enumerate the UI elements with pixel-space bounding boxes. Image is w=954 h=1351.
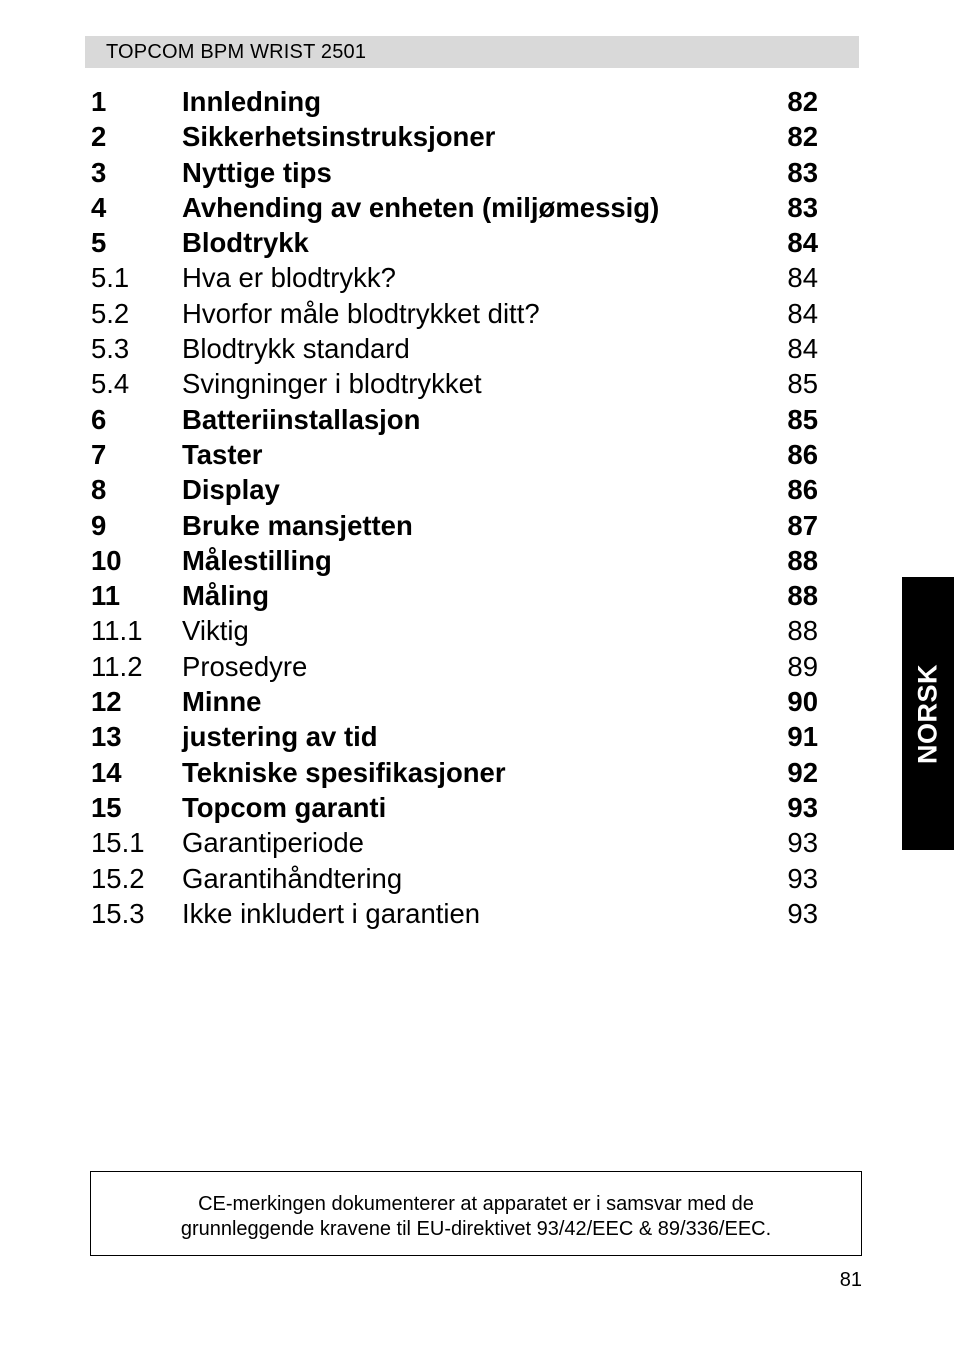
toc-entry-title: Taster [182, 438, 263, 470]
toc-entry-page: 92 [787, 756, 818, 788]
toc-entry-title: Prosedyre [182, 650, 308, 682]
toc-entry[interactable] [0, 84, 954, 119]
toc-entry-number: 12 [91, 686, 122, 718]
toc-entry-number: 1 [91, 86, 107, 117]
toc-entry-title: Bruke mansjetten [182, 509, 413, 541]
toc-entry-title: justering av tid [182, 721, 378, 753]
toc-entry-title: Garantiperiode [182, 827, 364, 859]
toc-entry[interactable] [0, 508, 954, 543]
toc-entry-number: 4 [91, 191, 107, 223]
toc-entry-title: Viktig [182, 615, 249, 647]
toc-entry-page: 85 [787, 368, 818, 400]
toc-entry-page: 83 [787, 191, 818, 223]
toc-entry-number: 7 [91, 438, 107, 470]
toc-entry-number: 11.1 [91, 615, 143, 647]
toc-entry-number: 8 [91, 474, 107, 506]
toc-entry-page: 88 [787, 544, 818, 576]
toc-entry-page: 83 [787, 156, 818, 188]
toc-entry[interactable] [0, 543, 954, 578]
language-tab [902, 577, 954, 850]
page-number: 81 [839, 1269, 862, 1291]
toc-entry-number: 5 [91, 227, 107, 259]
toc-entry-page: 84 [787, 262, 818, 294]
toc-entry-title: Blodtrykk standard [182, 333, 410, 365]
toc-entry-page: 93 [787, 897, 818, 929]
toc-entry[interactable] [0, 755, 954, 790]
toc-entry-page: 82 [787, 121, 818, 153]
toc-entry-number: 14 [91, 756, 122, 788]
toc-entry-title: Sikkerhetsinstruksjoner [182, 121, 496, 153]
toc-entry[interactable] [0, 331, 954, 366]
toc-entry[interactable] [0, 119, 954, 154]
toc-entry[interactable] [0, 825, 954, 860]
toc-entry[interactable] [0, 260, 954, 295]
toc-entry-title: Ikke inkludert i garantien [182, 897, 481, 929]
toc-entry-page: 82 [787, 86, 818, 117]
toc-entry-page: 91 [787, 721, 818, 753]
toc-entry-title: Topcom garanti [182, 791, 387, 823]
toc-entry-page: 88 [787, 615, 818, 647]
toc-entry-number: 10 [91, 544, 122, 576]
document-title: TOPCOM BPM WRIST 2501 [106, 41, 367, 63]
toc-entry[interactable] [0, 155, 954, 190]
toc-entry-title: Måling [182, 580, 270, 612]
toc-entry[interactable] [0, 402, 954, 437]
toc-entry[interactable] [0, 437, 954, 472]
toc-entry[interactable] [0, 861, 954, 896]
toc-entry[interactable] [0, 649, 954, 684]
toc-entry-page: 84 [787, 333, 818, 365]
toc-entry-page: 84 [787, 227, 818, 259]
ce-notice-line: CE-merkingen dokumenterer at apparatet er i samsvar med de [198, 1193, 754, 1215]
toc-entry-number: 5.3 [91, 333, 130, 365]
toc-entry-title: Svingninger i blodtrykket [182, 368, 482, 400]
toc-entry[interactable] [0, 684, 954, 719]
toc-entry-number: 5.4 [91, 368, 130, 400]
toc-entry-page: 93 [787, 862, 818, 894]
toc-entry-number: 15.3 [91, 897, 145, 929]
toc-entry-title: Hva er blodtrykk? [182, 262, 396, 294]
toc-entry[interactable] [0, 613, 954, 648]
header-bar [85, 36, 859, 68]
toc-entry-number: 15.1 [91, 827, 145, 859]
toc-entry-title: Målestilling [182, 544, 332, 576]
toc-entry-number: 11.2 [91, 650, 143, 682]
toc-entry-title: Display [182, 474, 280, 506]
toc-entry-number: 5.1 [91, 262, 130, 294]
toc-entry-title: Minne [182, 686, 262, 718]
toc-entry-title: Innledning [182, 86, 322, 117]
toc-entry[interactable] [0, 578, 954, 613]
toc-entry-number: 15.2 [91, 862, 145, 894]
toc-entry-number: 3 [91, 156, 107, 188]
toc-entry[interactable] [0, 719, 954, 754]
toc-entry-number: 9 [91, 509, 107, 541]
toc-entry-page: 84 [787, 297, 818, 329]
toc-entry-number: 2 [91, 121, 107, 153]
toc-entry-title: Tekniske spesifikasjoner [182, 756, 506, 788]
toc-entry[interactable] [0, 366, 954, 401]
toc-entry[interactable] [0, 790, 954, 825]
toc-entry-number: 13 [91, 721, 122, 753]
toc-entry-page: 93 [787, 791, 818, 823]
toc-entry-number: 6 [91, 403, 107, 435]
toc-entry-page: 90 [787, 686, 818, 718]
toc-entry-title: Blodtrykk [182, 227, 309, 259]
toc-entry-number: 15 [91, 791, 122, 823]
toc-entry-page: 86 [787, 438, 818, 470]
toc-entry[interactable] [0, 896, 954, 931]
toc-entry-number: 11 [91, 580, 121, 612]
toc-entry-title: Batteriinstallasjon [182, 403, 421, 435]
ce-notice-box [90, 1171, 862, 1256]
toc-entry-page: 88 [787, 580, 818, 612]
toc-entry-page: 85 [787, 403, 818, 435]
toc-entry-title: Garantihåndtering [182, 862, 403, 894]
toc-entry-page: 89 [787, 650, 818, 682]
ce-notice-line: grunnleggende kravene til EU-direktivet 93/42/EEC & 89/336/EEC. [180, 1218, 772, 1240]
language-tab-label: NORSK [912, 663, 943, 764]
toc-entry-page: 93 [787, 827, 818, 859]
toc-entry[interactable] [0, 225, 954, 260]
toc-entry-title: Hvorfor måle blodtrykket ditt? [182, 297, 540, 329]
toc-entry-number: 5.2 [91, 297, 130, 329]
toc-entry-page: 86 [787, 474, 818, 506]
toc-entry[interactable] [0, 296, 954, 331]
toc-entry-title: Avhending av enheten (miljømessig) [182, 191, 660, 223]
toc-entry-title: Nyttige tips [182, 156, 332, 188]
toc-entry[interactable] [0, 472, 954, 507]
toc-entry[interactable] [0, 190, 954, 225]
table-of-contents [0, 84, 954, 931]
toc-entry-page: 87 [787, 509, 818, 541]
